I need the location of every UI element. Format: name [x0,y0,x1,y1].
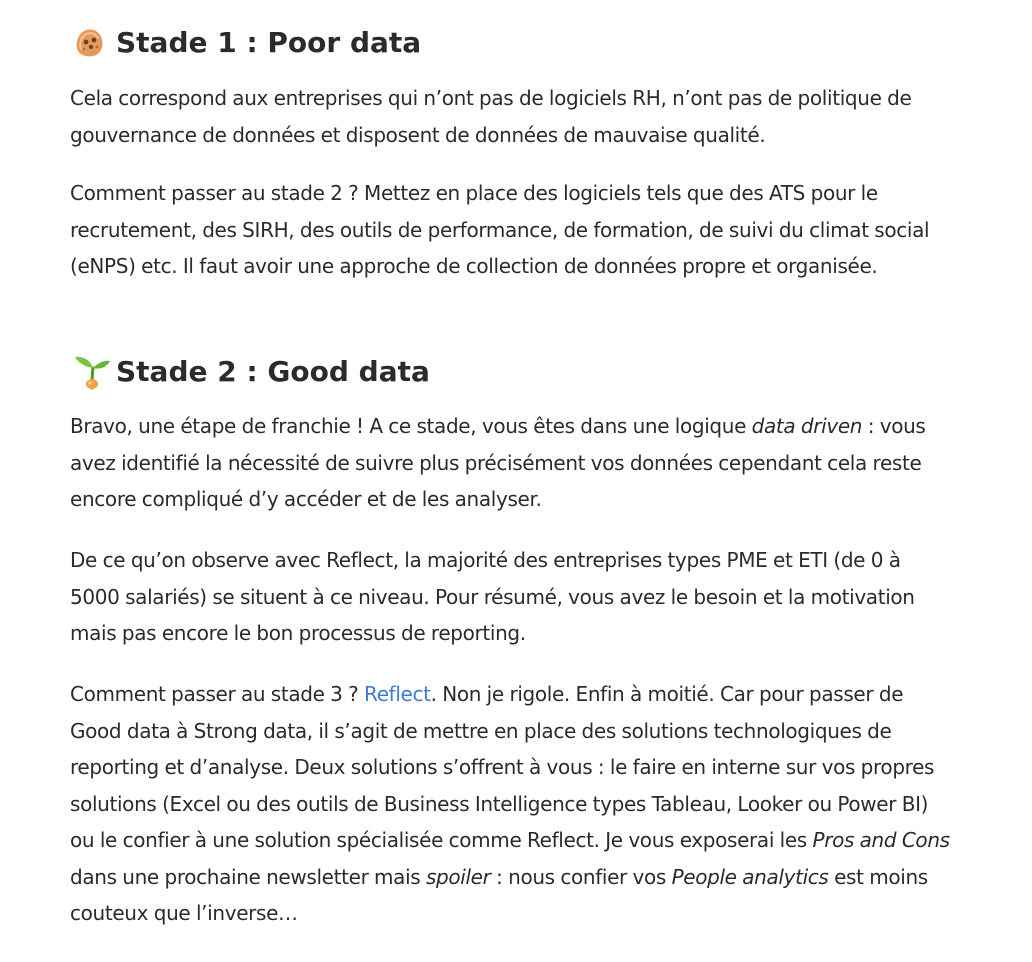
italic-text: Pros and Cons [812,828,950,852]
seedling-icon [72,354,106,388]
paragraph: De ce qu’on observe avec Reflect, la majorité des entreprises types PME et ETI (de 0 à 5000 salariés) se situent à ce niveau. Pour résumé, vous avez le besoin et la motivation mais pas encore le bon processus de reporting. [70,548,915,645]
rock-face-icon [72,25,106,59]
text: : nous confier vos [490,864,672,889]
paragraph [70,408,950,518]
text: Bravo, une étape de franchie ! A ce stade, vous êtes dans une logique [70,414,752,438]
italic-text: data driven [751,414,863,438]
section-title: Stade 2 : Good data [116,354,430,388]
italic-text: spoiler [425,864,491,889]
section-heading-stade-2 [72,351,430,391]
paragraph: Comment passer au stade 2 ? Mettez en place des logiciels tels que des ATS pour le recrutement, des SIRH, des outils de performance, de formation, de suivi du climat social (eNPS) etc. Il faut avoir une approche de collection de données propre et organisée. [70,181,930,278]
text: . Non je rigole. Enfin à moitié. Car pour passer de Good data à Strong data, il s’agit de mettre en place des solutions technologiques de reporting et d’analyse. Deux solutions s’offrent à vous : le faire en interne sur vos propres solutions (Excel ou des outils de Business Intelligence types Tableau, Looker ou Power BI) ou le confier à une solution spécialisée comme Reflect. Je vous exposerai les [70,682,935,852]
reflect-link[interactable]: Reflect [364,682,431,706]
text: est moins couteux que l’inverse… [70,864,928,925]
text: dans une prochaine newsletter mais [70,864,426,889]
italic-text: People analytics [671,864,829,889]
text: : vous avez identifié la nécessité de suivre plus précisément vos données cependant cela reste encore compliqué d’y accéder et de les analyser. [70,414,926,511]
text: Comment passer au stade 3 ? [70,682,365,706]
section-title: Stade 1 : Poor data [116,25,422,59]
paragraph [70,676,950,932]
section-heading-stade-1 [72,22,421,62]
paragraph: Cela correspond aux entreprises qui n’ont pas de logiciels RH, n’ont pas de politique de gouvernance de données et disposent de données de mauvaise qualité. [70,86,912,147]
